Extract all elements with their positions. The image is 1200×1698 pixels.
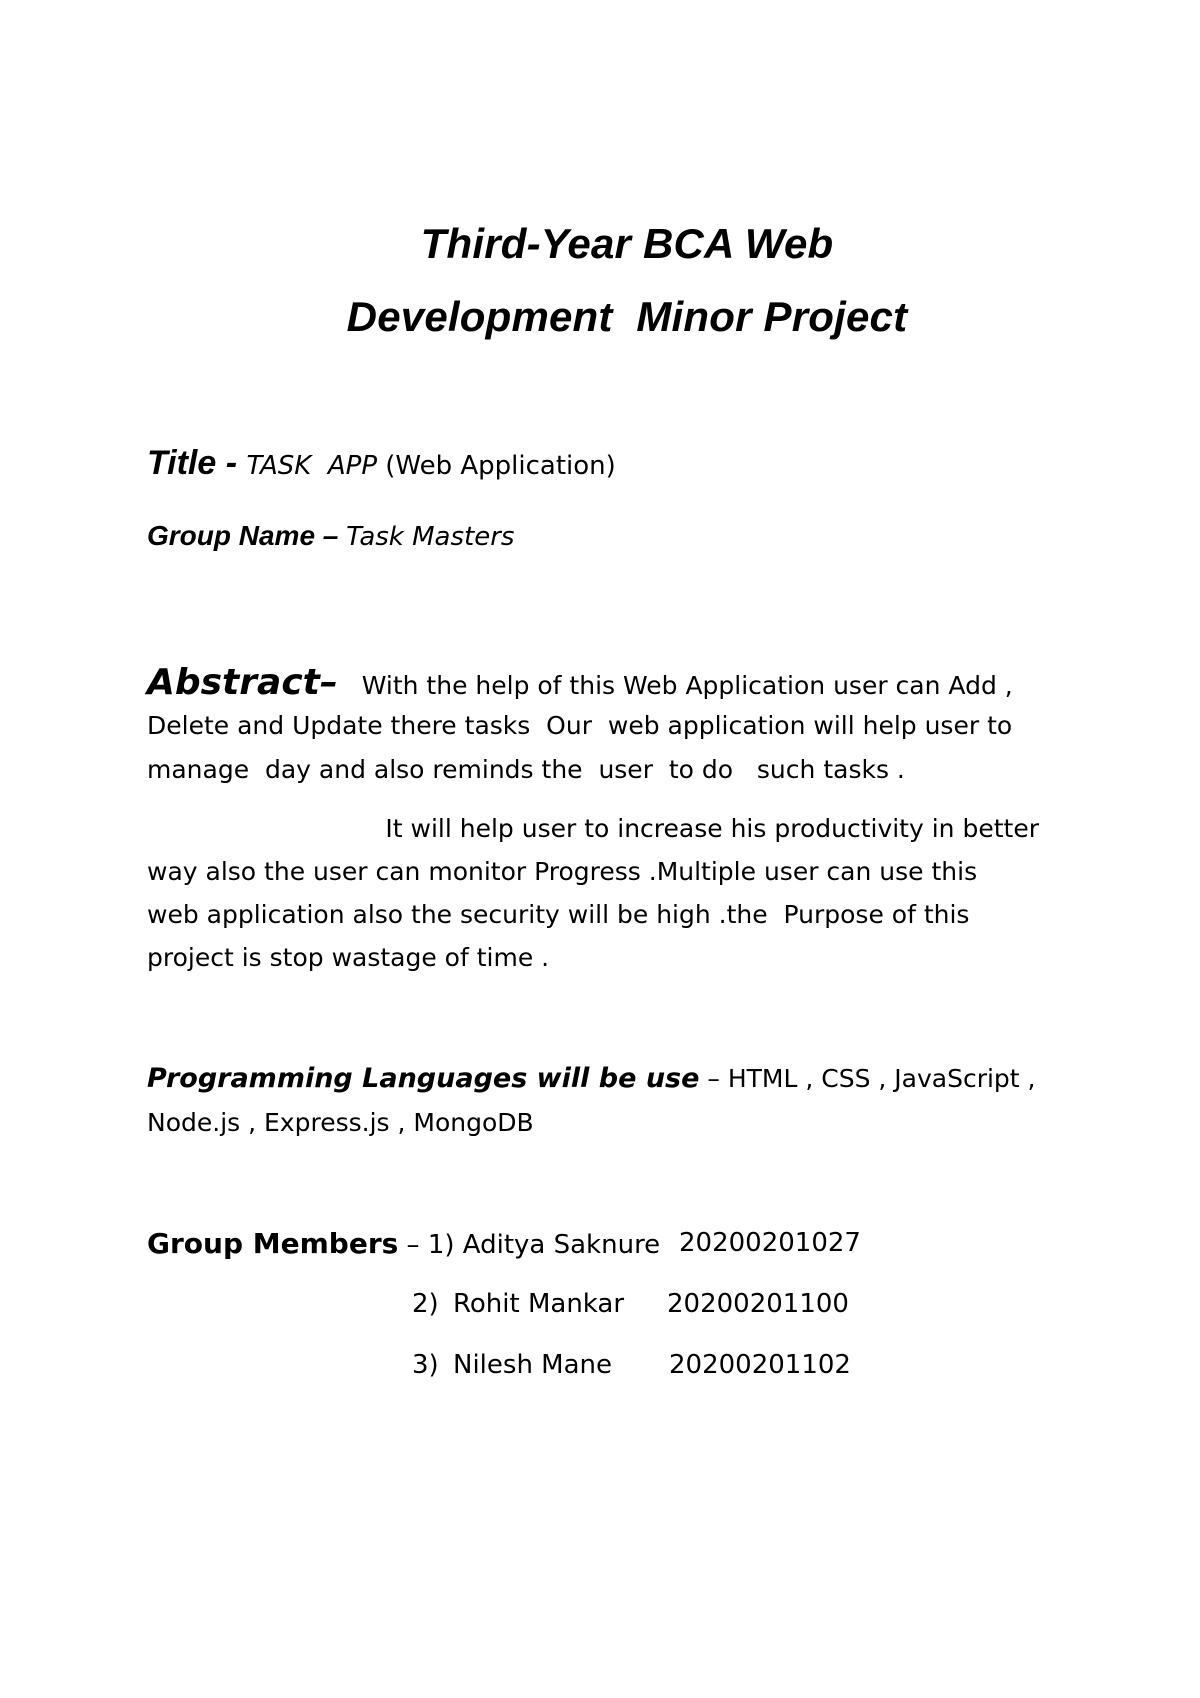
project-title-row [147, 446, 616, 480]
member-1-name: Aditya Saknure [462, 1230, 661, 1260]
project-title-value: TASK APP [246, 451, 378, 481]
languages-line-1 [147, 1065, 1036, 1092]
abstract-line-1 [147, 662, 1013, 703]
group-name-value: Task Masters [346, 522, 515, 552]
member-2-index: 2) [412, 1289, 439, 1319]
abstract-line-3: manage day and also reminds the user to do such tasks . [147, 755, 905, 784]
member-3-id: 20200201102 [669, 1350, 851, 1380]
document-title-line-1: Third-Year BCA Web [420, 220, 834, 267]
group-members-label: Group Members [147, 1227, 399, 1260]
member-3-name: Nilesh Mane [453, 1350, 613, 1380]
abstract-line-2: Delete and Update there tasks Our web application will help user to [147, 711, 1013, 740]
member-2-id: 20200201100 [667, 1289, 849, 1319]
languages-label: Programming Languages will be use [147, 1063, 700, 1094]
abstract-line-7: project is stop wastage of time . [147, 943, 550, 972]
member-1-index: 1) [427, 1230, 455, 1260]
abstract-label: Abstract– [147, 662, 338, 703]
member-1-id: 20200201027 [679, 1228, 861, 1258]
abstract-line-5: way also the user can monitor Progress .Multiple user can use this [147, 857, 978, 886]
project-title-label: Title - [147, 444, 247, 482]
member-3-index: 3) [412, 1350, 439, 1380]
group-name-row [147, 522, 514, 550]
document-title-line-2: Development Minor Project [346, 293, 908, 340]
languages-line-2: Node.js , Express.js , MongoDB [147, 1108, 534, 1137]
abstract-line-6: web application also the security will be high .the Purpose of this [147, 900, 970, 929]
member-2-name: Rohit Mankar [453, 1289, 625, 1319]
abstract-line-4: It will help user to increase his productivity in better [147, 814, 1039, 843]
project-title-suffix: (Web Application) [377, 451, 616, 481]
group-members-row [147, 1227, 661, 1260]
group-name-label: Group Name – [147, 520, 347, 551]
group-members-dash: – [398, 1230, 428, 1260]
languages-text-1: – HTML , CSS , JavaScript , [699, 1064, 1036, 1093]
abstract-text-1: With the help of this Web Application user can Add , [337, 671, 1013, 700]
